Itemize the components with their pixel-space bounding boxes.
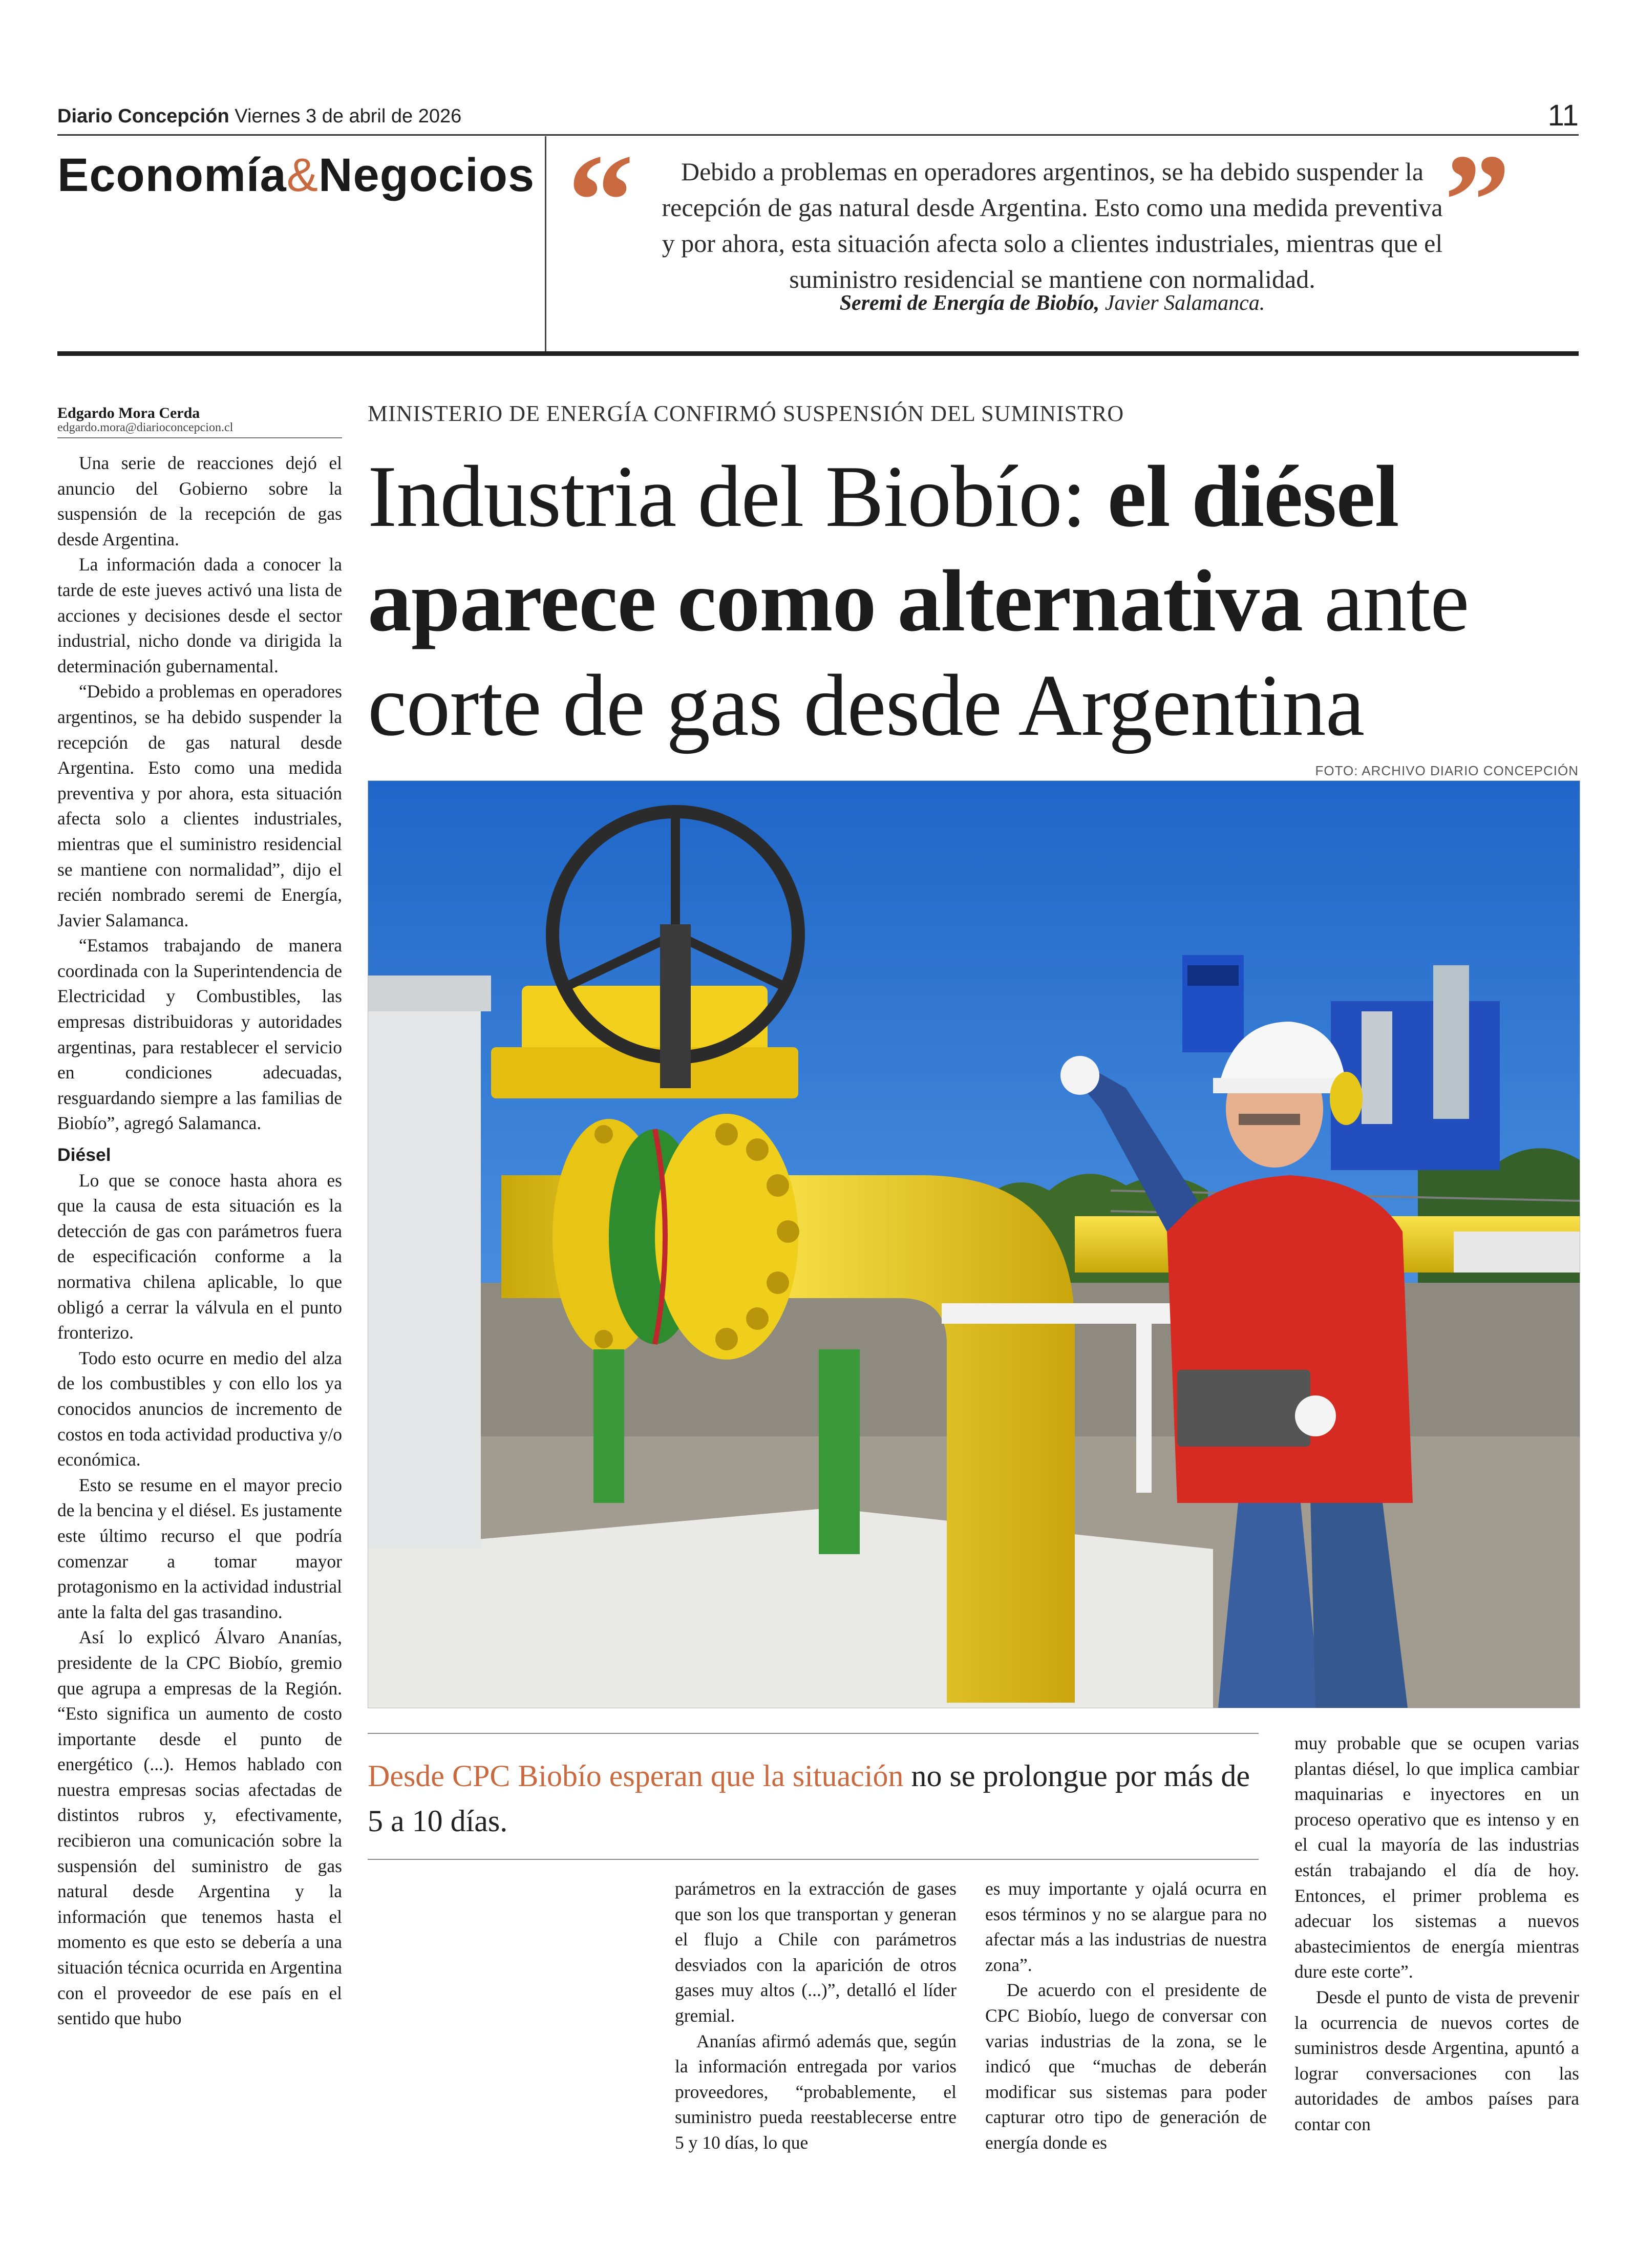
paragraph: Lo que se conoce hasta ahora es que la causa de esta situación es la detección de gas con parámetros fuera de especificación conforme a la normativa chilena aplicable, lo que obligó a cerrar la válvula en el punto fronterizo. <box>57 1170 342 1343</box>
headline-bold: el diésel aparece como alternativa <box>368 448 1399 650</box>
subheading: Diésel <box>57 1144 111 1165</box>
pull-line-bottom-rule <box>368 1859 1259 1860</box>
header-rule <box>57 134 1579 136</box>
pull-line-highlight: Desde CPC Biobío esperan que la situación <box>368 1759 904 1793</box>
quote-attribution-name: Javier Salamanca. <box>1104 291 1265 315</box>
close-quote-icon: ” <box>1444 127 1511 274</box>
paragraph: La información dada a conocer la tarde de este jueves activó una lista de acciones y decisiones desde el sector industrial, nicho donde va dirigida la determinación gubernamental. <box>57 554 342 676</box>
paragraph: es muy importante y ojalá ocurra en esos términos y no se alargue para no afectar más a las industrias de nuestra zona”. <box>985 1878 1267 1975</box>
byline-rule <box>57 437 342 438</box>
paragraph: Una serie de reacciones dejó el anuncio del Gobierno sobre la suspensión de la recepción de gas desde Argentina. <box>57 453 342 549</box>
headline-part1: Industria del Biobío: <box>368 448 1108 545</box>
headline-part2: ante corte de gas desde Argentina <box>368 553 1469 754</box>
paragraph: Ananías afirmó además que, según la información entregada por varios proveedores, “probablemente, el suministro pueda reestablecerse entre 5 y 10 días, lo que <box>675 2030 957 2153</box>
byline-email: edgardo.mora@diarioconcepcion.cl <box>57 421 233 434</box>
article-column-4 <box>1294 1731 1579 2137</box>
article-column-2 <box>675 1876 957 2156</box>
pull-line-rest: no se prolongue por más de 5 a 10 días. <box>368 1759 1250 1838</box>
open-quote-icon: “ <box>567 127 634 274</box>
page-number: 11 <box>1547 99 1579 132</box>
headline <box>368 444 1581 758</box>
header-thick-rule <box>57 351 1579 356</box>
photo-credit: FOTO: ARCHIVO DIARIO CONCEPCIÓN <box>1315 763 1579 778</box>
issue-date: Viernes 3 de abril de 2026 <box>235 105 462 127</box>
publication-name: Diario Concepción <box>57 105 229 127</box>
paragraph: De acuerdo con el presidente de CPC Biobío, luego de conversar con varias industrias de la zona, se le indicó que “muchas de deberán modificar sus sistemas para poder capturar otro tipo de generación de energía donde es <box>985 1980 1267 2153</box>
article-column-3 <box>985 1876 1267 2156</box>
byline-author: Edgardo Mora Cerda <box>57 405 200 421</box>
paragraph: Así lo explicó Álvaro Ananías, presidente de la CPC Biobío, gremio que agrupa a empresas de la Región. “Esto significa un aumento de costo importante desde el punto de energético (...). Hemos hablado con nuestra empresas socias afectadas de distintos rubros y, efectivamente, recibieron una comunicación sobre la suspensión del suministro de gas natural desde Argentina y la información que tenemos hasta el momento es que esto se debería a una situación técnica ocurrida en Argentina con el proveedor de ese país en el sentido que hubo <box>57 1627 342 2029</box>
quote-attribution-role: Seremi de Energía de Biobío, <box>839 291 1100 315</box>
gas-station-illustration <box>368 781 1580 1708</box>
header-divider <box>545 136 546 351</box>
section-ampersand: & <box>286 149 319 201</box>
paragraph: muy probable que se ocupen varias plantas diésel, lo que implica cambiar maquinarias e inyectores en un proceso operativo que es intenso y en el cual la mayoría de las industrias están trabajando el día de hoy. Entonces, el primer problema es adecuar los sistemas a nuevos abastecimientos de energía mientras dure este corte”. <box>1294 1733 1579 1982</box>
article-column-1 <box>57 451 342 2031</box>
article-photo <box>368 780 1580 1708</box>
paragraph: Todo esto ocurre en medio del alza de los combustibles y con ello los ya conocidos anuncios de incremento de costos en toda actividad productiva y/o económica. <box>57 1347 342 1470</box>
pull-line-top-rule <box>368 1733 1259 1734</box>
paragraph: parámetros en la extracción de gases que son los que transportan y generan el flujo a Chile con parámetros desviados con la aparición de otros gases muy altos (...)”, detalló el líder gremial. <box>675 1878 957 2026</box>
paragraph: “Estamos trabajando de manera coordinada con la Superintendencia de Electricidad y Combustibles, las empresas distribuidoras y autoridades argentinas, para restablecer el servicio en condiciones adecuadas, resguardando siempre a las familias de Biobío”, agregó Salamanca. <box>57 935 342 1134</box>
section-title-part2: Negocios <box>318 149 535 201</box>
kicker: MINISTERIO DE ENERGÍA CONFIRMÓ SUSPENSIÓN DEL SUMINISTRO <box>368 401 1124 426</box>
paragraph: Esto se resume en el mayor precio de la bencina y el diésel. Es justamente este último recurso el que podría comenzar a tomar mayor protagonismo en la actividad industrial ante la falta del gas trasandino. <box>57 1474 342 1622</box>
section-title-part1: Economía <box>57 149 287 201</box>
pull-quote: Debido a problemas en operadores argentinos, se ha debido suspender la recepción de gas natural desde Argentina. Esto como una medida preventiva y por ahora, esta situación afecta solo a clientes industriales, mientras que el suministro residencial se mantiene con normalidad. <box>662 157 1443 293</box>
section-title <box>57 149 535 202</box>
pull-line <box>368 1753 1269 1843</box>
paragraph: Desde el punto de vista de prevenir la ocurrencia de nuevos cortes de suministros desde Argentina, apuntó a lograr conversaciones con las autoridades de ambos países para contar con <box>1294 1986 1579 2134</box>
publication-dateline <box>57 105 461 128</box>
quote-attribution <box>655 291 1449 315</box>
paragraph: “Debido a problemas en operadores argentinos, se ha debido suspender la recepción de gas natural desde Argentina. Esto como una medida preventiva y por ahora, esta situación afecta solo a clientes industriales, mientras que el suministro residencial se mantiene con normalidad”, dijo el recién nombrado seremi de Energía, Javier Salamanca. <box>57 681 342 930</box>
